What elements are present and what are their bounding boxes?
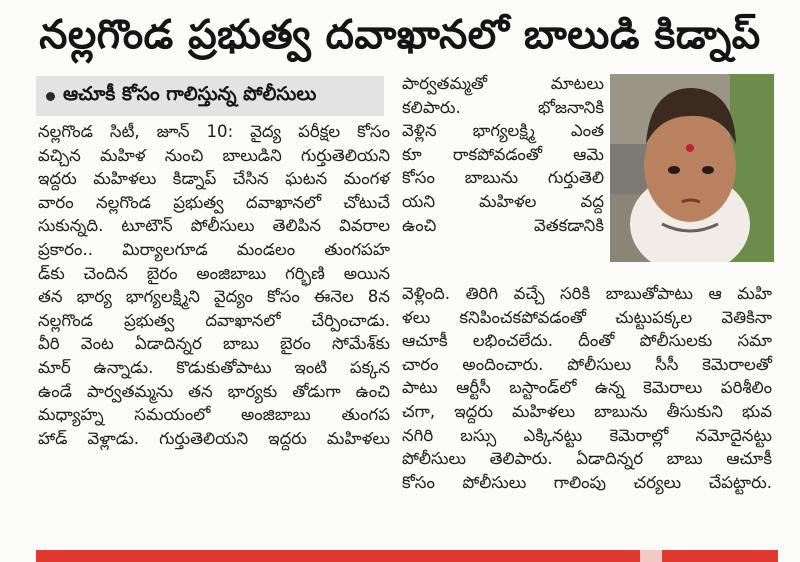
text-line: వారం నల్లగొండ ప్రభుత్వ దవాఖానలో చోటుచే — [38, 192, 390, 212]
text-line: నగిరి బస్సు ఎక్కినట్టు కెమెరాల్లో నమోదైనట్టు — [402, 425, 772, 445]
text-line: పోలీసులు తెలిపారు. ఏడాదిన్నర బాబు ఆచూకీ — [402, 449, 772, 469]
text-line: ళలు కనిపించకపోవడంతో చుట్టుపక్కల వెతికినా — [402, 307, 772, 327]
child-photo — [610, 74, 774, 262]
text-line: ఉంచి వెతకడానికి — [402, 215, 604, 235]
text-line: పాటు ఆర్టీసీ బస్టాండ్‌లో ఉన్న కెమెరాలు పరిశీలిం — [402, 378, 772, 398]
subheading: ఆచూకీ కోసం గాలిస్తున్న పోలీసులు — [63, 82, 317, 105]
text-line: కలిపారు. భోజనానికి — [402, 97, 604, 117]
bottom-divider-bar — [36, 550, 778, 562]
text-line: మధ్యాహ్న సమయంలో అంజిబాబు తుంగప — [38, 405, 390, 425]
text-line: వెళ్లిన భాగ్యలక్ష్మి ఎంత — [402, 121, 604, 141]
text-line: వీరి వెంట ఏడాదిన్నర బాబు బైరం సోమేశ్‌కు — [38, 334, 390, 354]
text-line: ఉండే పార్వతమ్మను తన భార్యకు తోడుగా ఉంచి — [38, 381, 390, 401]
article-column-2-bottom — [402, 282, 772, 494]
text-line: కోసం పోలీసులు గాలింపు చర్యలు చేపట్టారు. — [402, 472, 772, 492]
text-line: మార్ ఉన్నాడు. కొడుకుతోపాటు ఇంటి పక్కన — [38, 357, 390, 377]
bullet-icon — [46, 92, 55, 101]
text-line: పార్వతమ్మతో మాటలు — [402, 74, 604, 93]
text-line: చారం అందించారు. పోలీసులు సీసీ కెమెరాలతో — [402, 354, 772, 374]
text-line: యని మహిళల వద్ద — [402, 191, 604, 211]
text-line: కూ రాకపోవడంతో ఆమె — [402, 144, 604, 164]
text-line: వచ్చిన మహిళ నుంచి బాలుడిని గుర్తుతెలియని — [38, 145, 390, 165]
text-line: తన భార్య భాగ్యలక్ష్మిని వైద్యం కోసం ఈనెల 8న — [38, 287, 390, 307]
article-column-1 — [38, 120, 390, 450]
text-line: ఆచూకీ లభించలేదు. దీంతో పోలీసులకు సమా — [402, 331, 772, 351]
text-line: చగా, ఇద్దరు మహిళలు బాబును తీసుకుని భువ — [402, 401, 772, 421]
headline: నల్లగొండ ప్రభుత్వ దవాఖానలో బాలుడి కిడ్నాప్ — [39, 12, 761, 58]
text-line: డ్‌కు చెందిన బైరం అంజిబాబు గర్భిణి అయిన — [38, 263, 390, 283]
text-line: ప్రకారం.. మిర్యాలగూడ మండలం తుంగపహ — [38, 239, 390, 259]
text-line: సుకున్నది. టూటౌన్ పోలీసులు తెలిపిన వివరాల — [38, 216, 390, 236]
bottom-divider-accent — [640, 550, 662, 562]
text-line: నల్లగొండ సిటీ, జూన్ 10: వైద్య పరీక్షల కోసం — [38, 122, 390, 141]
text-line: వెళ్లింది. తిరిగి వచ్చే సరికి బాబుతోపాటు ఆ మహి — [402, 284, 772, 303]
text-line: కోసం బాబును గుర్తుతెలి — [402, 168, 604, 188]
subheading-box — [36, 76, 384, 116]
text-line: ఇద్దరు మహిళలు కిడ్నాప్ చేసిన ఘటన మంగళ — [38, 169, 390, 189]
article-column-2-top — [402, 72, 604, 237]
text-line: నల్లగొండ ప్రభుత్వ దవాఖానలో చేర్పించాడు. — [38, 310, 390, 330]
text-line: హాడ్ వెళ్లాడు. గుర్తుతెలియని ఇద్దరు మహిళలు — [38, 428, 390, 448]
